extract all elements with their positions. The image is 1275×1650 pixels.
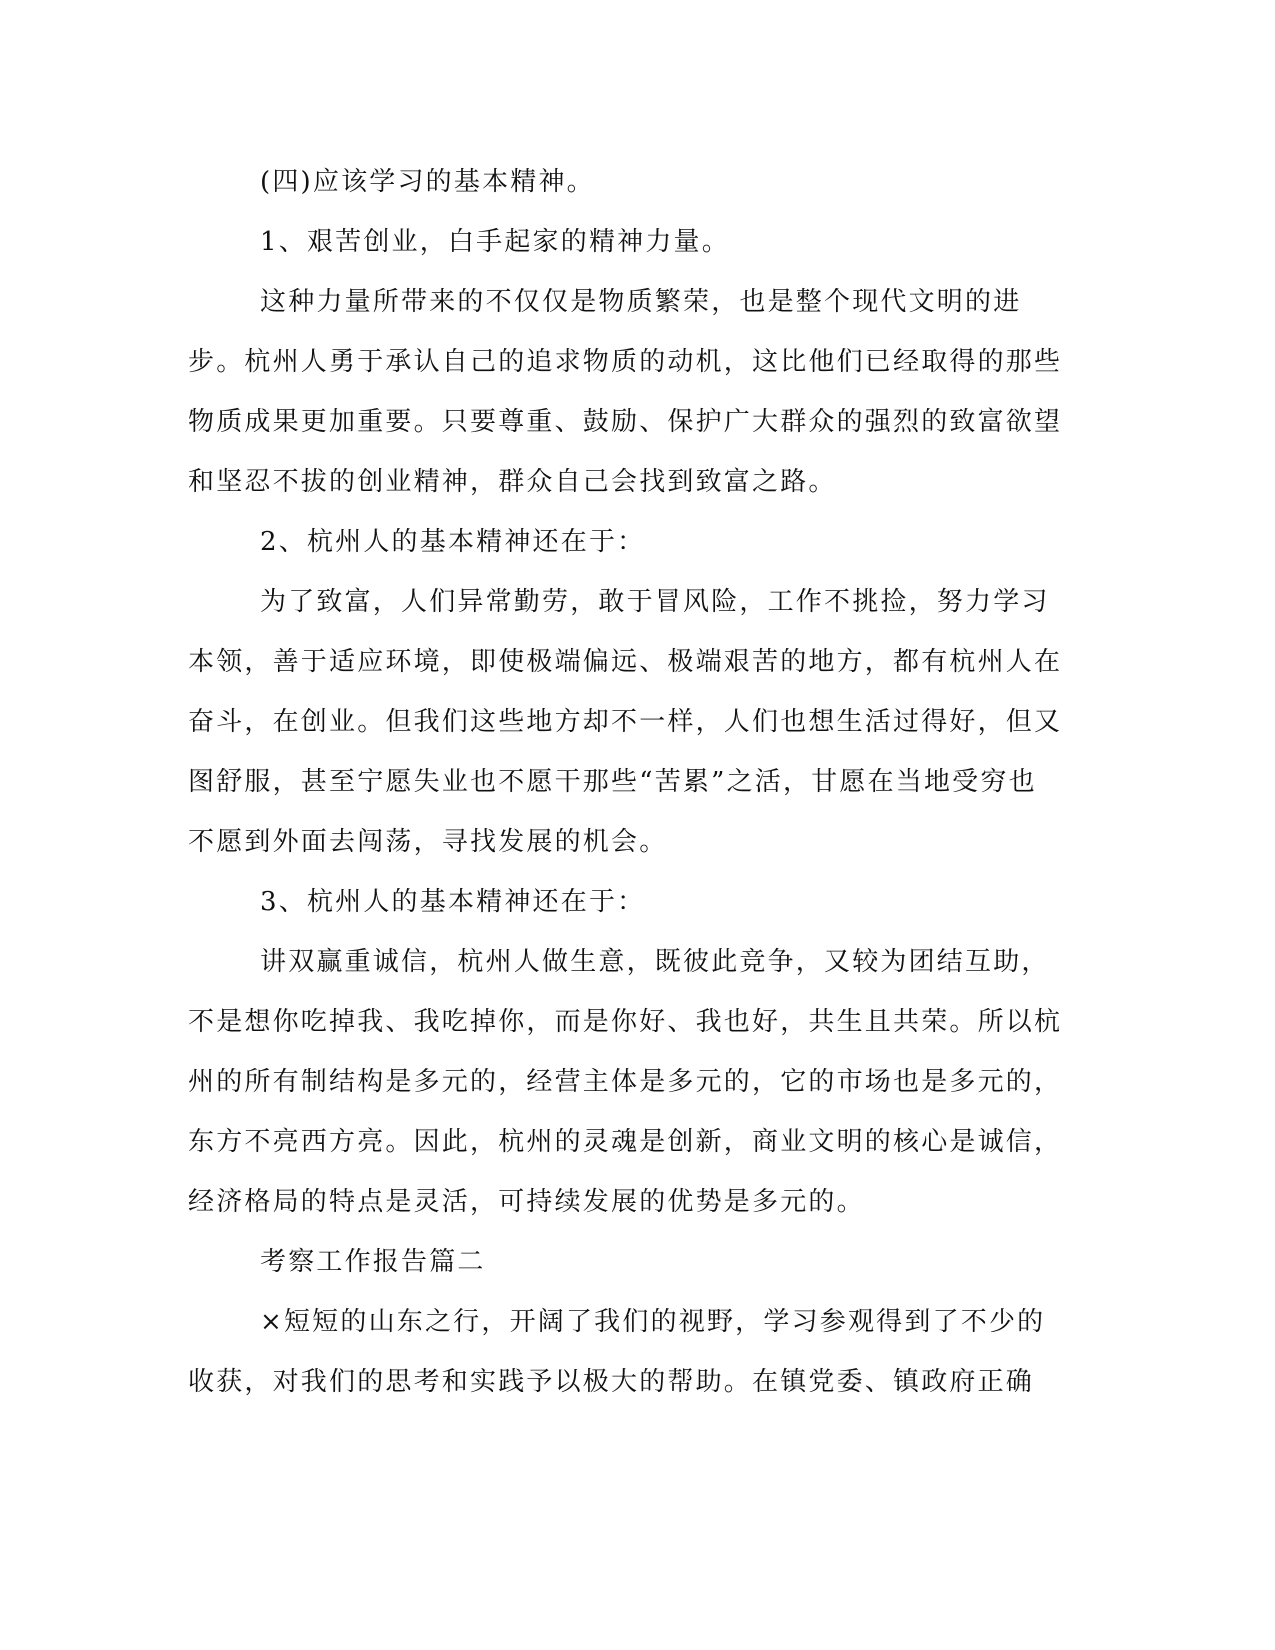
point-heading-3: 3、杭州人的基本精神还在于： bbox=[260, 887, 646, 917]
body-paragraph: 讲双赢重诚信，杭州人做生意，既彼此竞争，又较为团结互助，不是想你吃掉我、我吃掉你，而是你好、我也好，共生且共荣。所以杭州的所有制结构是多元的，经营主体是多元的，它的市场也是多元的，东方不亮西方亮。因此，杭州的灵魂是创新，商业文明的核心是诚信，经济格局的特点是灵活，可持续发展的优势是多元的。 bbox=[188, 947, 1063, 1217]
document-page bbox=[188, 152, 1063, 1412]
body-paragraph: 为了致富，人们异常勤劳，敢于冒风险，工作不挑捡，努力学习本领，善于适应环境，即使极端偏远、极端艰苦的地方，都有杭州人在奋斗，在创业。但我们这些地方却不一样，人们也想生活过得好，但又图舒服，甚至宁愿失业也不愿干那些“苦累”之活，甘愿在当地受穷也不愿到外面去闯荡，寻找发展的机会。 bbox=[188, 587, 1063, 857]
point-heading-2: 2、杭州人的基本精神还在于： bbox=[260, 527, 646, 557]
body-paragraph: 这种力量所带来的不仅仅是物质繁荣，也是整个现代文明的进步。杭州人勇于承认自己的追求物质的动机，这比他们已经取得的那些物质成果更加重要。只要尊重、鼓励、保护广大群众的强烈的致富欲望和坚忍不拔的创业精神，群众自己会找到致富之路。 bbox=[188, 287, 1063, 497]
point-heading-1: 1、艰苦创业，白手起家的精神力量。 bbox=[260, 227, 730, 257]
section-heading: (四)应该学习的基本精神。 bbox=[260, 167, 595, 197]
body-paragraph: ×短短的山东之行，开阔了我们的视野，学习参观得到了不少的收获，对我们的思考和实践予以极大的帮助。在镇党委、镇政府正确 bbox=[188, 1307, 1046, 1397]
report-part-title: 考察工作报告篇二 bbox=[260, 1247, 486, 1277]
